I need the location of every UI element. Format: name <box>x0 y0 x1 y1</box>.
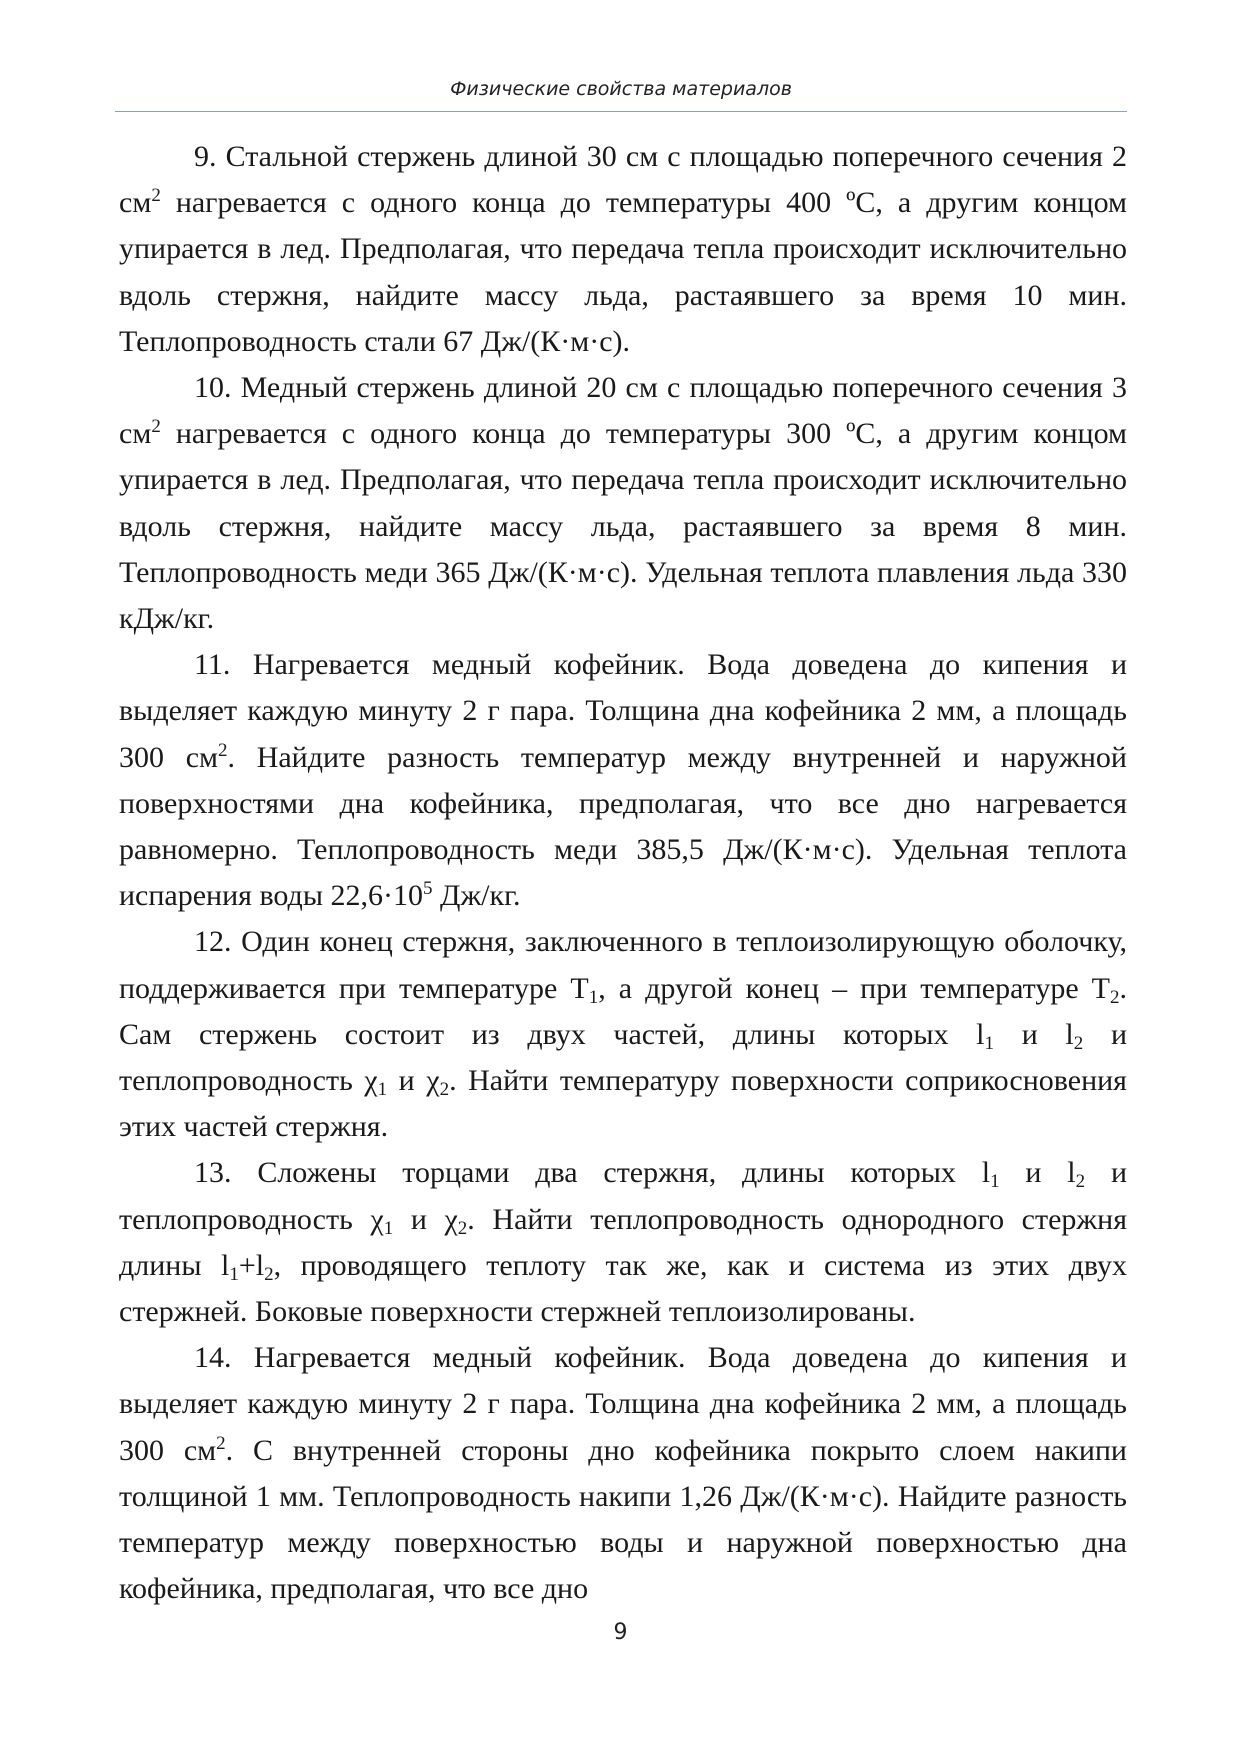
problem-14 <box>119 1335 1127 1612</box>
problem-12-sub-2: 2 <box>1110 986 1120 1008</box>
problem-10 <box>119 365 1127 642</box>
problem-9-text-b: нагревается с одного конца до температуры 400 ºС, а другим концом упирается в лед. Предполагая, что передача тепла происходит исключительно вдоль стержня, найдите массу льда, растаявшего за время 10 мин. Теплопроводность стали 67 Дж/(К·м·с). <box>119 186 1127 358</box>
page-number: 9 <box>613 1620 628 1645</box>
problem-13 <box>119 1150 1127 1335</box>
problem-12-text-f: и χ <box>387 1064 440 1098</box>
problem-12 <box>119 919 1127 1150</box>
problem-12-text-g: . Найти температуру поверхности соприкосновения этих частей стержня. <box>119 1064 1127 1144</box>
problem-9-text-a: 9. Стальной стержень длиной 30 см с площадью поперечного сечения 2 см <box>119 140 1127 220</box>
problem-13-text-e: . Найти теплопроводность однородного стержня длины l <box>119 1202 1127 1282</box>
problem-9-sup-1: 2 <box>151 185 161 207</box>
problem-12-text-c: . Сам стержень состоит из двух частей, длины которых l <box>119 971 1128 1051</box>
problem-12-text-d: и l <box>994 1017 1074 1051</box>
problem-13-sub-6: 2 <box>264 1263 274 1285</box>
problem-12-text-b: , а другой конец – при температуре Т <box>598 971 1111 1005</box>
problem-13-text-f: +l <box>238 1248 265 1282</box>
problem-10-text-b: нагревается с одного конца до температуры 300 ºС, а другим концом упирается в лед. Предполагая, что передача тепла происходит исключительно вдоль стержня, найдите массу льда, растаявшего за время 8 мин. Теплопроводность меди 365 Дж/(К·м·с). Удельная теплота плавления льда 330 кДж/кг. <box>119 417 1127 636</box>
problem-12-sub-6: 2 <box>439 1079 450 1101</box>
problem-13-sub-1: 1 <box>990 1171 1000 1193</box>
problem-13-sub-3: 1 <box>383 1217 394 1239</box>
problem-11-text-b: . Найдите разность температур между внутренней и наружной поверхностями дна кофейника, предполагая, что все дно нагревается равномерно. Теплопроводность меди 385,5 Дж/(К·м·с). Удельная теплота испарения воды 22,6·10 <box>119 740 1127 913</box>
problem-13-text-g: , проводящего теплоту так же, как и система из этих двух стержней. Боковые поверхности стержней теплоизолированы. <box>119 1248 1128 1329</box>
problem-13-sub-5: 1 <box>229 1263 239 1285</box>
problem-13-text-a: 13. Сложены торцами два стержня, длины которых l <box>194 1156 991 1190</box>
problem-12-sub-4: 2 <box>1073 1032 1084 1054</box>
problem-12-sub-5: 1 <box>377 1079 388 1101</box>
problem-14-text-b: . С внутренней стороны дно кофейника покрыто слоем накипи толщиной 1 мм. Теплопроводность накипи 1,26 Дж/(К·м·с). Найдите разность температур между поверхностью воды и наружной поверхностью дна кофейника, предполагая, что все дно <box>119 1433 1127 1606</box>
problem-14-sup-1: 2 <box>216 1432 226 1454</box>
problem-14-text-a: 14. Нагревается медный кофейник. Вода доведена до кипения и выделяет каждую минуту 2 г пара. Толщина дна кофейника 2 мм, а площадь 300 см <box>119 1341 1127 1467</box>
problem-12-text-e: и теплопроводность χ <box>119 1017 1128 1098</box>
problem-11-sup-1: 2 <box>218 739 228 761</box>
page-body <box>119 134 1127 1613</box>
problem-13-sub-4: 2 <box>457 1217 468 1239</box>
problem-10-sup-1: 2 <box>151 416 161 438</box>
header-divider <box>115 111 1127 112</box>
problem-11-sup-2: 5 <box>422 878 433 900</box>
problem-10-text-a: 10. Медный стержень длиной 20 см с площадью поперечного сечения 3 см <box>119 371 1127 451</box>
problem-11-text-a: 11. Нагревается медный кофейник. Вода доведена до кипения и выделяет каждую минуту 2 г пара. Толщина дна кофейника 2 мм, а площадь 300 см <box>119 648 1127 774</box>
problem-9 <box>119 134 1127 365</box>
problem-11 <box>119 642 1127 919</box>
problem-12-sub-3: 1 <box>984 1032 995 1054</box>
problem-12-text-a: 12. Один конец стержня, заключенного в теплоизолирующую оболочку, поддерживается при температуре Т <box>119 925 1127 1005</box>
problem-13-text-c: и теплопроводность χ <box>119 1156 1128 1236</box>
problem-13-sub-2: 2 <box>1075 1171 1086 1193</box>
problem-13-text-b: и l <box>999 1156 1076 1190</box>
running-header: Физические свойства материалов <box>450 78 792 100</box>
problem-11-text-c: Дж/кг. <box>432 879 521 913</box>
problem-13-text-d: и χ <box>393 1202 458 1236</box>
problem-12-sub-1: 1 <box>588 986 599 1008</box>
